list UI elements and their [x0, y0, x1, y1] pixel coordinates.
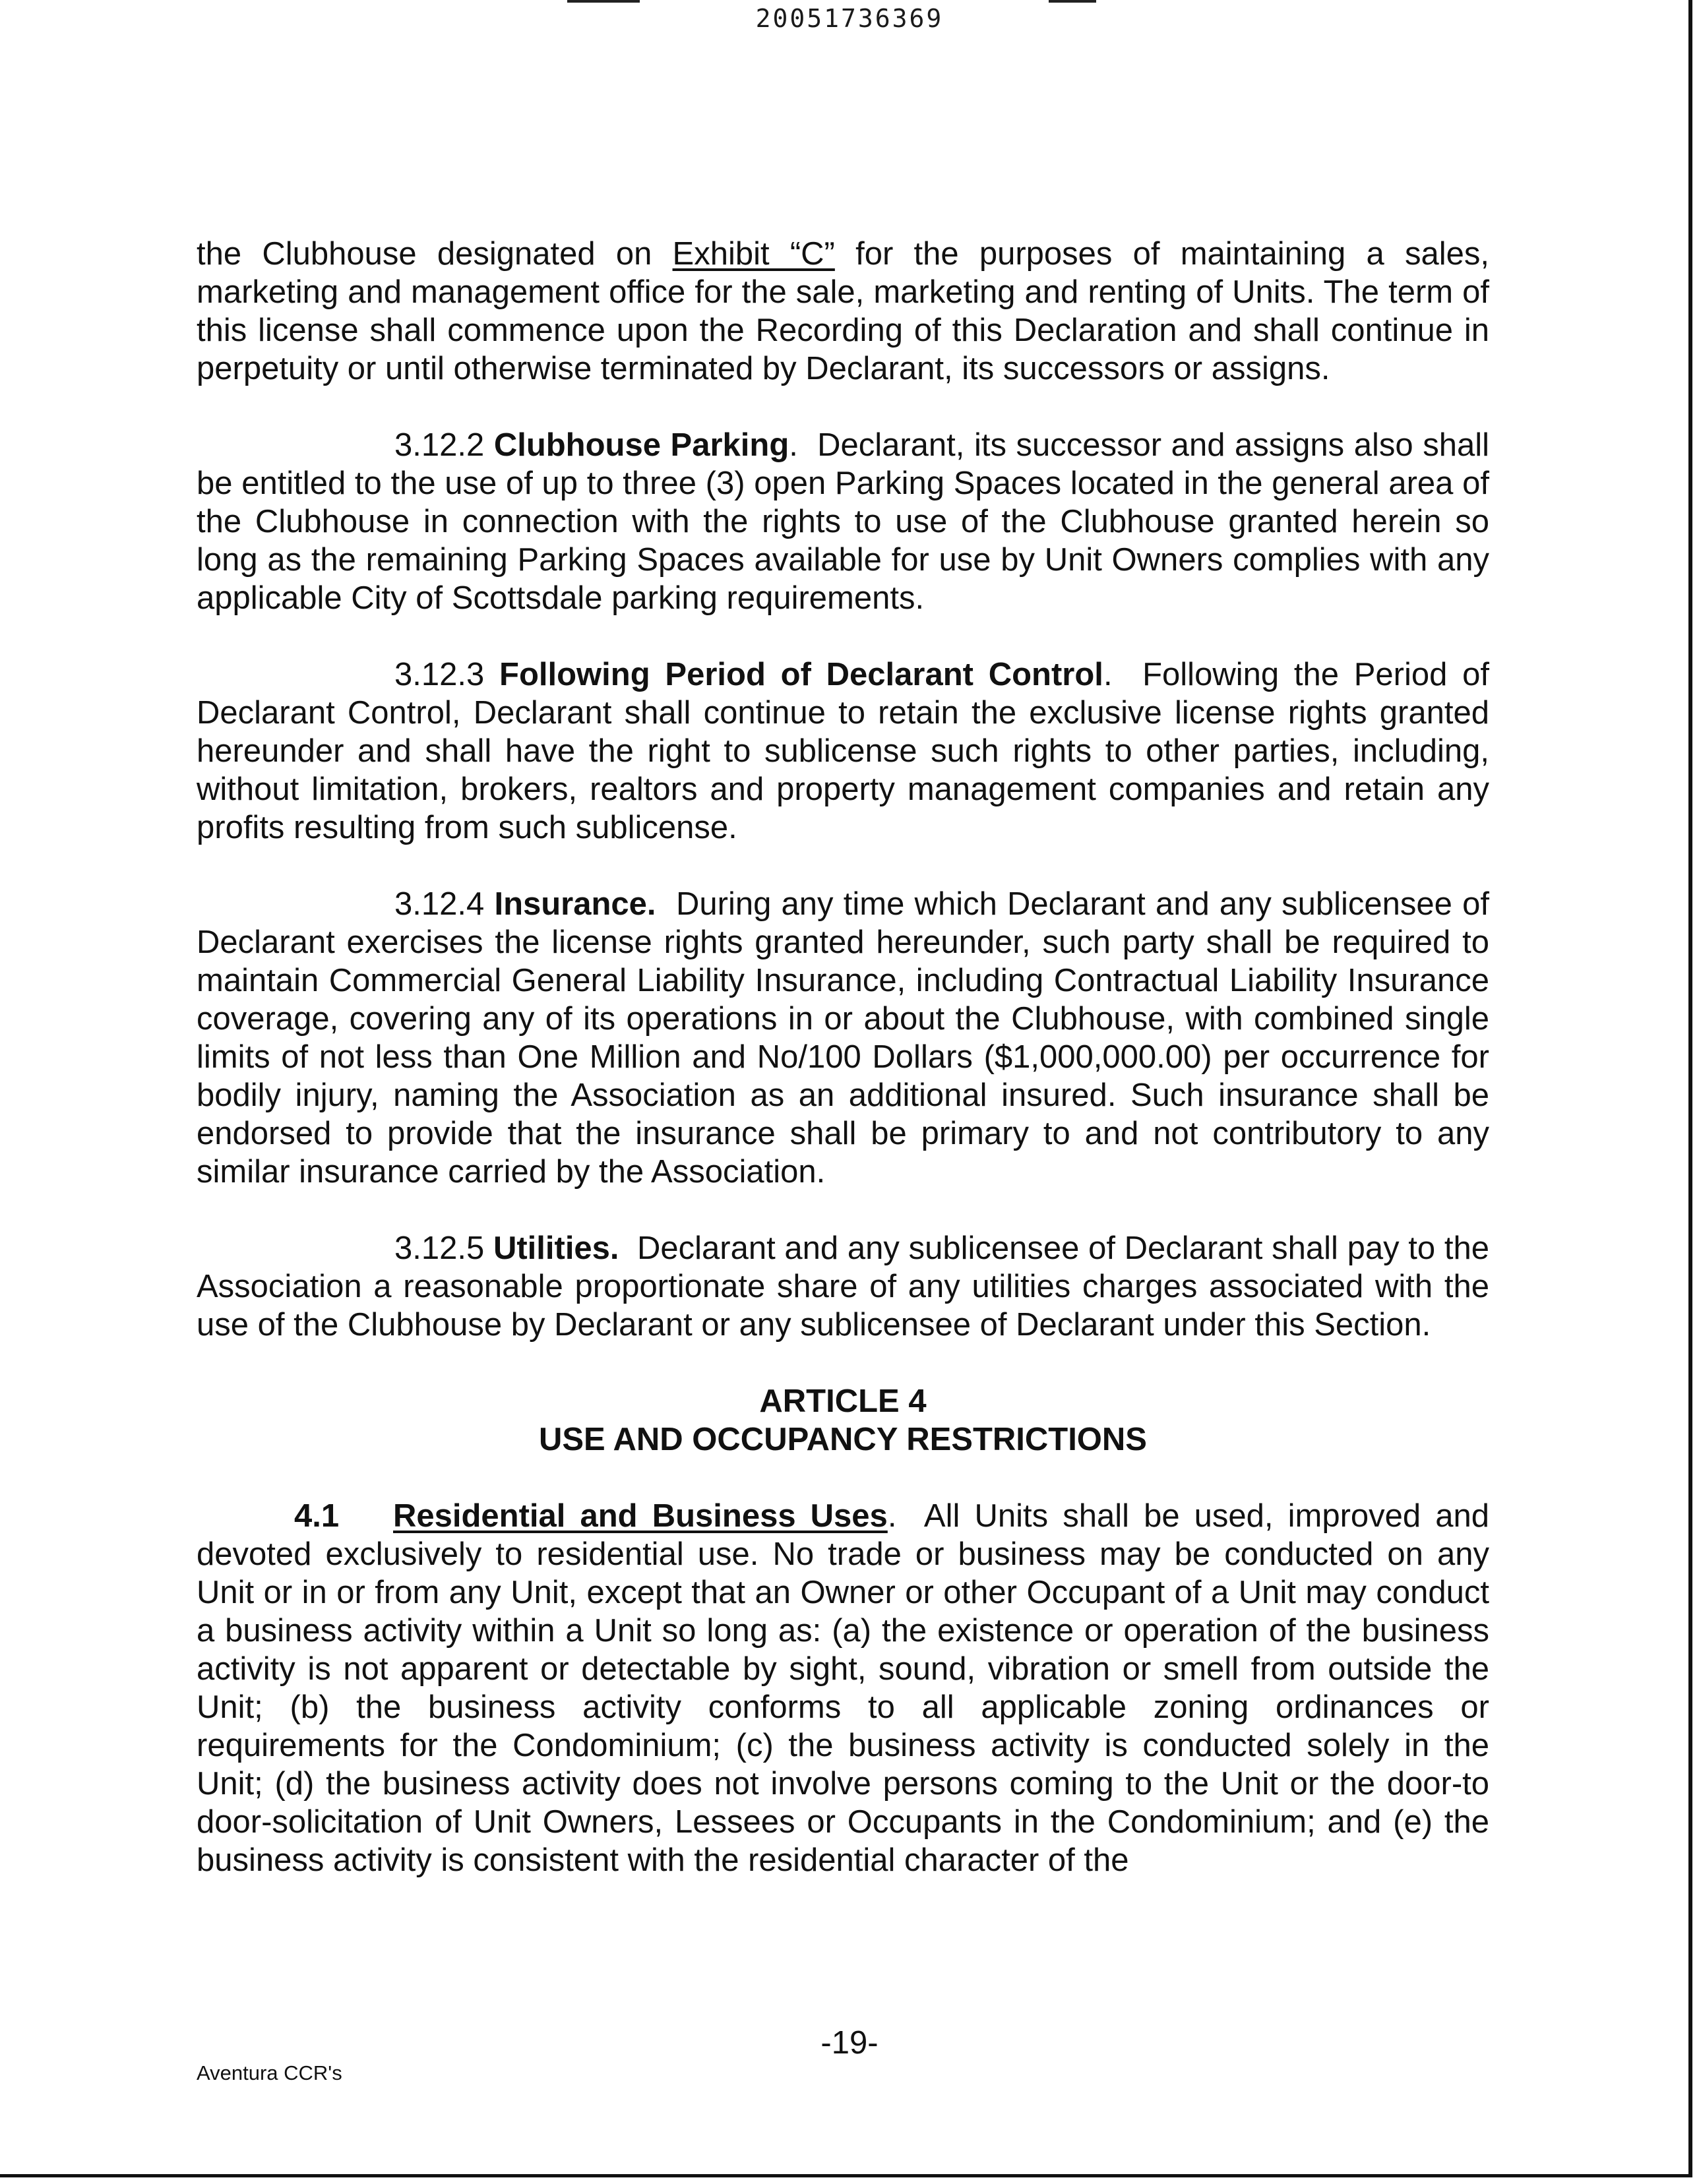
subsection-title-suffix: .	[789, 427, 798, 463]
section-text: All Units shall be used, improved and devoted exclusively to residential use. No trade or business may be conducted on any Unit or in or from any Unit, except that an Owner or other Occupant of a Unit may conduct a business activity within a Unit so long as: (a) the existence or operation of the business activity is not apparent or detectable by sight, sound, vibration or smell from outside the Unit; (b) the business activity conforms to all applicable zoning ordinances or requirements for the Condominium; (c) the business activity is conducted solely in the Unit; (d) the business activity does not involve persons coming to the Unit or the door-to door-solicitation of Unit Owners, Lessees or Occupants in the Condominium; and (e) the business activity is consistent with the residential character of the	[197, 1498, 1489, 1878]
document-number: 20051736369	[755, 4, 944, 33]
document-body	[197, 235, 1489, 1918]
scan-artifact-mark	[567, 0, 640, 3]
subsection-title-suffix: .	[1103, 657, 1113, 692]
section-number: 4.1	[294, 1498, 340, 1534]
subsection-text: During any time which Declarant and any sublicensee of Declarant exercises the license rights granted hereunder, such party shall be required to maintain Commercial General Liability Insurance, including Contractual Liability Insurance coverage, covering any of its operations in or about the Clubhouse, with combined single limits of not less than One Million and No/100 Dollars ($1,000,000.00) per occurrence for bodily injury, naming the Association as an additional insured. Such insurance shall be endorsed to provide that the insurance shall be primary to and not contributory to any similar insurance carried by the Association.	[197, 886, 1489, 1190]
opening-text-pre: the Clubhouse designated on	[197, 236, 673, 272]
subsection-title: Insurance.	[494, 886, 656, 922]
subsection-text: Following the Period of Declarant Control, Declarant shall continue to retain the exclusive license rights granted hereunder and shall have the right to sublicense such rights to other parties, including, without limitation, brokers, realtors and property management companies and retain any profits resulting from such sublicense.	[197, 657, 1490, 845]
subsection-title: Utilities.	[493, 1230, 619, 1266]
section-4-1	[197, 1497, 1489, 1879]
subsection-3-12-4	[197, 885, 1489, 1191]
article-heading: ARTICLE 4	[759, 1383, 927, 1419]
section-title: Residential and Business Uses	[393, 1498, 888, 1534]
footer-document-label: Aventura CCR's	[197, 2061, 342, 2084]
scan-border-bottom	[0, 2174, 1692, 2177]
subsection-3-12-2	[197, 426, 1489, 617]
subsection-number: 3.12.2	[394, 427, 485, 463]
section-title-suffix: .	[887, 1498, 897, 1534]
subsection-3-12-5	[197, 1229, 1489, 1344]
article-title: USE AND OCCUPANCY RESTRICTIONS	[538, 1422, 1147, 1457]
opening-text-post: for the purposes of maintaining a sales, marketing and management office for the sale, marketing and renting of Units. The term of this license shall commence upon the Recording of this Declaration and shall continue in perpetuity or until otherwise terminated by Declarant, its successors or assigns.	[197, 236, 1489, 386]
exhibit-reference: Exhibit “C”	[672, 236, 835, 272]
subsection-title: Following Period of Declarant Control	[499, 657, 1103, 692]
subsection-3-12-3	[197, 655, 1489, 847]
opening-paragraph	[197, 235, 1489, 388]
scan-border-right	[1688, 0, 1692, 2176]
subsection-text: Declarant and any sublicensee of Declarant shall pay to the Association a reasonable proportionate share of any utilities charges associated with the use of the Clubhouse by Declarant or any sublicensee of Declarant under this Section.	[197, 1230, 1489, 1343]
subsection-title: Clubhouse Parking	[493, 427, 789, 463]
scan-artifact-mark	[1049, 0, 1096, 3]
subsection-number: 3.12.4	[394, 886, 485, 922]
subsection-text: Declarant, its successor and assigns also shall be entitled to the use of up to three (3) open Parking Spaces located in the general area of the Clubhouse in connection with the rights to use of the Clubhouse granted herein so long as the remaining Parking Spaces available for use by Unit Owners complies with any applicable City of Scottsdale parking requirements.	[197, 427, 1489, 616]
page-number: -19-	[820, 2025, 879, 2061]
subsection-number: 3.12.5	[394, 1230, 485, 1266]
subsection-number: 3.12.3	[394, 657, 485, 692]
article-heading-block	[197, 1382, 1489, 1459]
